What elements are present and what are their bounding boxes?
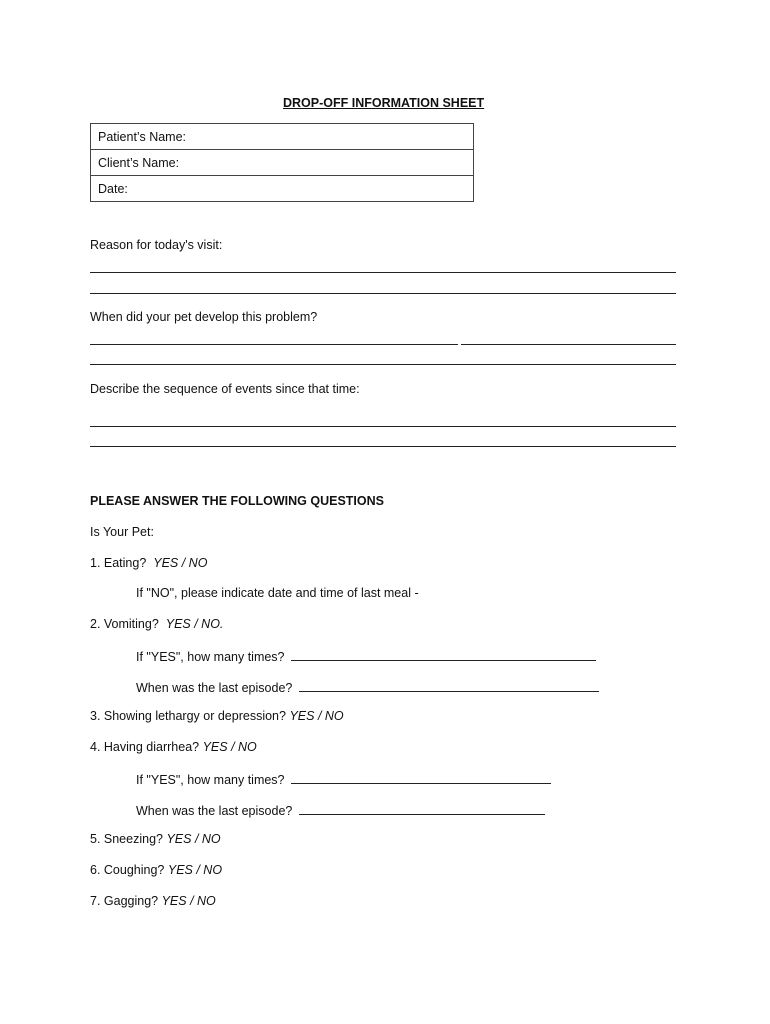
client-name-field[interactable]: Client’s Name: — [91, 150, 474, 176]
yes-no-option[interactable]: YES / NO — [202, 740, 257, 754]
question-gagging — [90, 894, 216, 908]
prompt-label: If "YES", how many times? — [136, 773, 285, 787]
question-label: 3. Showing lethargy or depression? — [90, 709, 286, 723]
reason-line-2[interactable] — [90, 293, 676, 294]
reason-line-1[interactable] — [90, 272, 676, 273]
question-label: 7. Gagging? — [90, 894, 159, 908]
vomiting-times-prompt — [136, 648, 596, 664]
patient-info-table — [90, 123, 474, 202]
question-eating — [90, 556, 207, 570]
when-line-2[interactable] — [90, 364, 676, 365]
page-title: DROP-OFF INFORMATION SHEET — [283, 96, 485, 110]
question-label: 6. Coughing? — [90, 863, 165, 877]
when-label: When did your pet develop this problem? — [90, 310, 318, 324]
reason-label: Reason for today's visit: — [90, 238, 223, 252]
sequence-label: Describe the sequence of events since that time: — [90, 382, 360, 396]
diarrhea-last-episode-blank[interactable] — [299, 802, 545, 815]
question-coughing — [90, 863, 222, 877]
question-label: 5. Sneezing? — [90, 832, 163, 846]
when-line-1b[interactable] — [461, 344, 676, 345]
table-row — [91, 124, 474, 150]
yes-no-option[interactable]: YES / NO — [289, 709, 344, 723]
last-meal-prompt: If "NO", please indicate date and time of last meal - — [136, 586, 419, 600]
question-vomiting — [90, 617, 223, 631]
question-sneezing — [90, 832, 221, 846]
diarrhea-times-blank[interactable] — [291, 771, 551, 784]
yes-no-option[interactable]: YES / NO — [161, 894, 216, 908]
vomiting-times-blank[interactable] — [291, 648, 596, 661]
vomiting-last-episode-prompt — [136, 679, 599, 695]
prompt-label: When was the last episode? — [136, 681, 293, 695]
table-row — [91, 150, 474, 176]
patient-name-field[interactable]: Patient’s Name: — [91, 124, 474, 150]
sequence-line-1[interactable] — [90, 426, 676, 427]
is-your-pet-label: Is Your Pet: — [90, 525, 154, 539]
date-field[interactable]: Date: — [91, 176, 474, 202]
yes-no-option[interactable]: YES / NO. — [165, 617, 224, 631]
sequence-line-2[interactable] — [90, 446, 676, 447]
diarrhea-last-episode-prompt — [136, 802, 545, 818]
prompt-label: If "YES", how many times? — [136, 650, 285, 664]
diarrhea-times-prompt — [136, 771, 551, 787]
yes-no-option[interactable]: YES / NO — [167, 863, 223, 877]
question-label: 2. Vomiting? — [90, 617, 159, 631]
question-lethargy — [90, 709, 344, 723]
yes-no-option[interactable]: YES / NO — [166, 832, 221, 846]
question-label: 4. Having diarrhea? — [90, 740, 200, 754]
yes-no-option[interactable]: YES / NO — [153, 556, 208, 570]
prompt-label: When was the last episode? — [136, 804, 293, 818]
question-label: 1. Eating? — [90, 556, 147, 570]
when-line-1a[interactable] — [90, 344, 458, 345]
vomiting-last-episode-blank[interactable] — [299, 679, 599, 692]
questions-heading: PLEASE ANSWER THE FOLLOWING QUESTIONS — [90, 494, 384, 508]
table-row — [91, 176, 474, 202]
question-diarrhea — [90, 740, 257, 754]
